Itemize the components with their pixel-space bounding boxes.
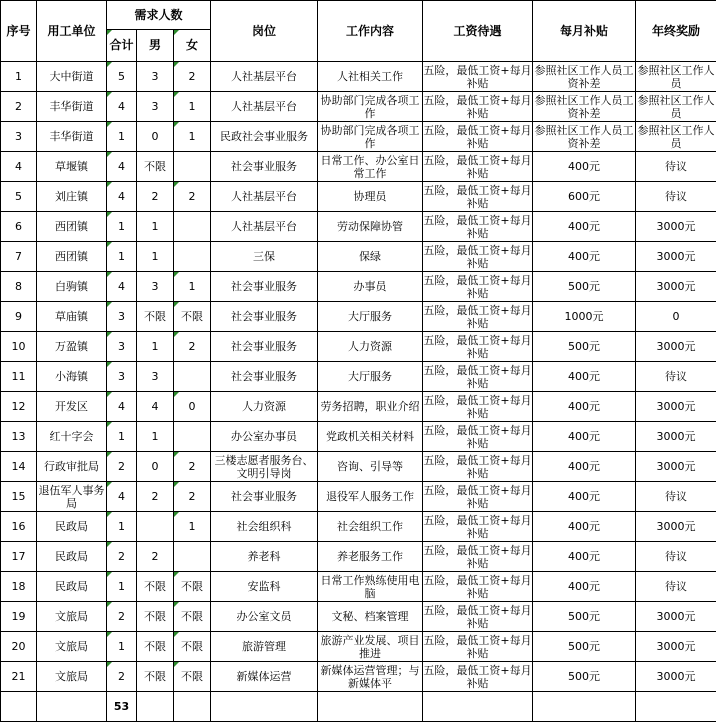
cell-female	[174, 422, 211, 452]
cell-female: 0	[174, 392, 211, 422]
cell-content: 日常工作熟练使用电脑	[318, 572, 423, 602]
cell-female: 1	[174, 512, 211, 542]
cell-total: 4	[107, 392, 137, 422]
cell-unit: 小海镇	[37, 362, 107, 392]
cell-subsidy: 400元	[533, 392, 636, 422]
cell-unit: 草堰镇	[37, 152, 107, 182]
cell-total: 3	[107, 362, 137, 392]
cell-unit: 民政局	[37, 542, 107, 572]
cell-unit: 文旅局	[37, 662, 107, 692]
cell-content: 协助部门完成各项工作	[318, 92, 423, 122]
cell-male: 不限	[137, 632, 174, 662]
cell-seq: 7	[1, 242, 37, 272]
table-row	[1, 632, 716, 662]
cell-female: 2	[174, 62, 211, 92]
cell-subsidy: 400元	[533, 152, 636, 182]
cell-female: 2	[174, 332, 211, 362]
cell-seq: 17	[1, 542, 37, 572]
cell-salary: 五险，最低工资+每月补贴	[423, 512, 533, 542]
cell-male: 0	[137, 122, 174, 152]
cell-unit: 开发区	[37, 392, 107, 422]
cell-bonus: 参照社区工作人员	[636, 62, 716, 92]
cell-bonus: 待议	[636, 152, 716, 182]
cell-bonus: 0	[636, 302, 716, 332]
cell-male: 不限	[137, 572, 174, 602]
cell-subsidy: 400元	[533, 242, 636, 272]
sum-empty-cell	[211, 692, 318, 722]
cell-position: 办公室文员	[211, 602, 318, 632]
cell-female: 不限	[174, 572, 211, 602]
cell-salary: 五险，最低工资+每月补贴	[423, 332, 533, 362]
cell-subsidy: 参照社区工作人员工资补差	[533, 122, 636, 152]
cell-salary: 五险，最低工资+每月补贴	[423, 152, 533, 182]
cell-total: 2	[107, 452, 137, 482]
cell-unit: 文旅局	[37, 602, 107, 632]
cell-bonus: 待议	[636, 182, 716, 212]
cell-position: 三楼志愿者服务台、文明引导岗	[211, 452, 318, 482]
cell-content: 人力资源	[318, 332, 423, 362]
cell-subsidy: 400元	[533, 572, 636, 602]
cell-male: 不限	[137, 602, 174, 632]
cell-male: 0	[137, 452, 174, 482]
cell-salary: 五险，最低工资+每月补贴	[423, 362, 533, 392]
cell-seq: 20	[1, 632, 37, 662]
cell-total: 2	[107, 602, 137, 632]
cell-total: 2	[107, 662, 137, 692]
cell-total: 4	[107, 92, 137, 122]
table-row	[1, 512, 716, 542]
table-row	[1, 212, 716, 242]
cell-content: 新媒体运营管理；与新媒体平	[318, 662, 423, 692]
cell-seq: 2	[1, 92, 37, 122]
cell-content: 文秘、档案管理	[318, 602, 423, 632]
cell-salary: 五险，最低工资+每月补贴	[423, 302, 533, 332]
cell-bonus: 3000元	[636, 632, 716, 662]
table-row	[1, 602, 716, 632]
cell-seq: 21	[1, 662, 37, 692]
cell-seq: 16	[1, 512, 37, 542]
cell-male: 1	[137, 242, 174, 272]
cell-subsidy: 600元	[533, 182, 636, 212]
cell-bonus: 3000元	[636, 272, 716, 302]
cell-subsidy: 500元	[533, 602, 636, 632]
cell-seq: 12	[1, 392, 37, 422]
cell-seq: 8	[1, 272, 37, 302]
cell-total: 3	[107, 332, 137, 362]
table-row	[1, 572, 716, 602]
cell-unit: 大中街道	[37, 62, 107, 92]
cell-female: 不限	[174, 602, 211, 632]
sum-empty-cell	[1, 692, 37, 722]
cell-total: 1	[107, 212, 137, 242]
cell-female: 不限	[174, 632, 211, 662]
table-row	[1, 392, 716, 422]
cell-female	[174, 212, 211, 242]
cell-total: 4	[107, 152, 137, 182]
cell-salary: 五险，最低工资+每月补贴	[423, 602, 533, 632]
cell-content: 人社相关工作	[318, 62, 423, 92]
cell-seq: 14	[1, 452, 37, 482]
sum-total: 53	[107, 692, 137, 722]
sum-empty-cell	[533, 692, 636, 722]
table-row	[1, 152, 716, 182]
cell-position: 民政社会事业服务	[211, 122, 318, 152]
cell-salary: 五险，最低工资+每月补贴	[423, 482, 533, 512]
cell-content: 党政机关相关材料	[318, 422, 423, 452]
cell-bonus: 3000元	[636, 512, 716, 542]
header-total: 合计	[107, 30, 137, 62]
cell-salary: 五险，最低工资+每月补贴	[423, 392, 533, 422]
cell-male: 不限	[137, 662, 174, 692]
cell-position: 养老科	[211, 542, 318, 572]
cell-content: 养老服务工作	[318, 542, 423, 572]
cell-bonus: 参照社区工作人员	[636, 122, 716, 152]
cell-subsidy: 参照社区工作人员工资补差	[533, 92, 636, 122]
header-content: 工作内容	[318, 1, 423, 62]
cell-position: 社会事业服务	[211, 272, 318, 302]
table-row	[1, 242, 716, 272]
cell-unit: 行政审批局	[37, 452, 107, 482]
cell-total: 3	[107, 302, 137, 332]
cell-unit: 西团镇	[37, 242, 107, 272]
cell-position: 新媒体运营	[211, 662, 318, 692]
cell-total: 5	[107, 62, 137, 92]
cell-position: 旅游管理	[211, 632, 318, 662]
cell-content: 劳动保障协管	[318, 212, 423, 242]
header-bonus: 年终奖励	[636, 1, 716, 62]
cell-total: 1	[107, 122, 137, 152]
cell-unit: 西团镇	[37, 212, 107, 242]
cell-bonus: 3000元	[636, 332, 716, 362]
table-row	[1, 542, 716, 572]
cell-total: 1	[107, 422, 137, 452]
cell-unit: 丰华街道	[37, 122, 107, 152]
cell-seq: 1	[1, 62, 37, 92]
cell-subsidy: 500元	[533, 632, 636, 662]
header-male: 男	[137, 30, 174, 62]
cell-unit: 文旅局	[37, 632, 107, 662]
table-row	[1, 182, 716, 212]
cell-female: 1	[174, 92, 211, 122]
table-row	[1, 122, 716, 152]
cell-unit: 刘庄镇	[37, 182, 107, 212]
cell-position: 人力资源	[211, 392, 318, 422]
cell-salary: 五险，最低工资+每月补贴	[423, 272, 533, 302]
cell-bonus: 待议	[636, 572, 716, 602]
cell-subsidy: 400元	[533, 212, 636, 242]
cell-salary: 五险，最低工资+每月补贴	[423, 92, 533, 122]
cell-seq: 5	[1, 182, 37, 212]
sum-row	[1, 692, 716, 722]
cell-bonus: 待议	[636, 482, 716, 512]
cell-position: 社会事业服务	[211, 332, 318, 362]
header-seq: 序号	[1, 1, 37, 62]
cell-content: 保绿	[318, 242, 423, 272]
cell-seq: 9	[1, 302, 37, 332]
cell-female	[174, 242, 211, 272]
cell-salary: 五险，最低工资+每月补贴	[423, 452, 533, 482]
cell-position: 三保	[211, 242, 318, 272]
header-demand: 需求人数	[107, 1, 211, 30]
cell-unit: 退伍军人事务局	[37, 482, 107, 512]
cell-salary: 五险，最低工资+每月补贴	[423, 122, 533, 152]
table-row	[1, 362, 716, 392]
cell-female: 2	[174, 182, 211, 212]
cell-content: 旅游产业发展、项目推进	[318, 632, 423, 662]
cell-female: 2	[174, 452, 211, 482]
cell-salary: 五险，最低工资+每月补贴	[423, 632, 533, 662]
cell-seq: 15	[1, 482, 37, 512]
header-position: 岗位	[211, 1, 318, 62]
cell-female	[174, 152, 211, 182]
cell-salary: 五险，最低工资+每月补贴	[423, 242, 533, 272]
cell-male	[137, 512, 174, 542]
cell-subsidy: 400元	[533, 482, 636, 512]
cell-position: 人社基层平台	[211, 92, 318, 122]
cell-content: 大厅服务	[318, 302, 423, 332]
cell-bonus: 3000元	[636, 392, 716, 422]
cell-bonus: 3000元	[636, 212, 716, 242]
sum-empty-cell	[423, 692, 533, 722]
cell-female: 不限	[174, 662, 211, 692]
header-female: 女	[174, 30, 211, 62]
cell-bonus: 3000元	[636, 452, 716, 482]
table-row	[1, 452, 716, 482]
table-row	[1, 482, 716, 512]
cell-female: 2	[174, 482, 211, 512]
cell-position: 社会事业服务	[211, 482, 318, 512]
cell-total: 1	[107, 632, 137, 662]
cell-salary: 五险，最低工资+每月补贴	[423, 662, 533, 692]
cell-position: 社会组织科	[211, 512, 318, 542]
cell-male: 2	[137, 482, 174, 512]
cell-female	[174, 362, 211, 392]
table-row	[1, 92, 716, 122]
table-row	[1, 302, 716, 332]
cell-subsidy: 400元	[533, 362, 636, 392]
cell-position: 社会事业服务	[211, 302, 318, 332]
cell-unit: 丰华街道	[37, 92, 107, 122]
cell-unit: 红十字会	[37, 422, 107, 452]
cell-total: 1	[107, 512, 137, 542]
header-subsidy: 每月补贴	[533, 1, 636, 62]
table-row	[1, 332, 716, 362]
cell-subsidy: 400元	[533, 452, 636, 482]
table-row	[1, 272, 716, 302]
cell-position: 人社基层平台	[211, 212, 318, 242]
cell-male: 2	[137, 182, 174, 212]
sum-empty-cell	[174, 692, 211, 722]
cell-total: 1	[107, 242, 137, 272]
cell-unit: 民政局	[37, 572, 107, 602]
cell-salary: 五险，最低工资+每月补贴	[423, 62, 533, 92]
cell-female: 1	[174, 272, 211, 302]
cell-male: 4	[137, 392, 174, 422]
sum-empty-cell	[37, 692, 107, 722]
cell-subsidy: 500元	[533, 662, 636, 692]
cell-male: 不限	[137, 152, 174, 182]
cell-bonus: 3000元	[636, 602, 716, 632]
cell-female: 不限	[174, 302, 211, 332]
sum-empty-cell	[636, 692, 716, 722]
sum-empty-cell	[318, 692, 423, 722]
cell-position: 安监科	[211, 572, 318, 602]
cell-salary: 五险，最低工资+每月补贴	[423, 422, 533, 452]
cell-total: 2	[107, 542, 137, 572]
cell-subsidy: 400元	[533, 542, 636, 572]
cell-content: 办事员	[318, 272, 423, 302]
cell-male: 不限	[137, 302, 174, 332]
header-unit: 用工单位	[37, 1, 107, 62]
cell-bonus: 待议	[636, 542, 716, 572]
cell-content: 日常工作、办公室日常工作	[318, 152, 423, 182]
cell-content: 退役军人服务工作	[318, 482, 423, 512]
cell-male: 2	[137, 542, 174, 572]
table-row	[1, 62, 716, 92]
cell-total: 4	[107, 182, 137, 212]
cell-male: 3	[137, 272, 174, 302]
cell-seq: 18	[1, 572, 37, 602]
cell-content: 协助部门完成各项工作	[318, 122, 423, 152]
cell-seq: 10	[1, 332, 37, 362]
cell-salary: 五险，最低工资+每月补贴	[423, 212, 533, 242]
cell-male: 1	[137, 212, 174, 242]
table-row	[1, 662, 716, 692]
cell-total: 1	[107, 572, 137, 602]
table-row	[1, 422, 716, 452]
cell-content: 咨询、引导等	[318, 452, 423, 482]
cell-subsidy: 500元	[533, 272, 636, 302]
cell-bonus: 待议	[636, 362, 716, 392]
header-salary: 工资待遇	[423, 1, 533, 62]
cell-bonus: 3000元	[636, 422, 716, 452]
sum-empty-cell	[137, 692, 174, 722]
cell-seq: 13	[1, 422, 37, 452]
cell-total: 4	[107, 482, 137, 512]
cell-content: 协理员	[318, 182, 423, 212]
cell-male: 3	[137, 362, 174, 392]
cell-subsidy: 500元	[533, 332, 636, 362]
cell-unit: 白驹镇	[37, 272, 107, 302]
cell-male: 3	[137, 92, 174, 122]
cell-position: 社会事业服务	[211, 362, 318, 392]
cell-content: 社会组织工作	[318, 512, 423, 542]
cell-male: 1	[137, 332, 174, 362]
cell-female: 1	[174, 122, 211, 152]
cell-position: 人社基层平台	[211, 182, 318, 212]
cell-subsidy: 参照社区工作人员工资补差	[533, 62, 636, 92]
cell-position: 社会事业服务	[211, 152, 318, 182]
cell-unit: 草庙镇	[37, 302, 107, 332]
cell-salary: 五险，最低工资+每月补贴	[423, 572, 533, 602]
cell-salary: 五险，最低工资+每月补贴	[423, 542, 533, 572]
cell-bonus: 3000元	[636, 242, 716, 272]
table-body	[1, 62, 716, 722]
cell-bonus: 参照社区工作人员	[636, 92, 716, 122]
cell-total: 4	[107, 272, 137, 302]
cell-seq: 4	[1, 152, 37, 182]
cell-unit: 万盈镇	[37, 332, 107, 362]
cell-seq: 11	[1, 362, 37, 392]
cell-content: 大厅服务	[318, 362, 423, 392]
cell-subsidy: 1000元	[533, 302, 636, 332]
cell-seq: 6	[1, 212, 37, 242]
cell-male: 1	[137, 422, 174, 452]
cell-content: 劳务招聘，职业介绍	[318, 392, 423, 422]
cell-bonus: 3000元	[636, 662, 716, 692]
cell-position: 人社基层平台	[211, 62, 318, 92]
cell-seq: 3	[1, 122, 37, 152]
cell-salary: 五险，最低工资+每月补贴	[423, 182, 533, 212]
cell-male: 3	[137, 62, 174, 92]
cell-seq: 19	[1, 602, 37, 632]
cell-subsidy: 400元	[533, 512, 636, 542]
cell-unit: 民政局	[37, 512, 107, 542]
cell-subsidy: 400元	[533, 422, 636, 452]
cell-female	[174, 542, 211, 572]
cell-position: 办公室办事员	[211, 422, 318, 452]
